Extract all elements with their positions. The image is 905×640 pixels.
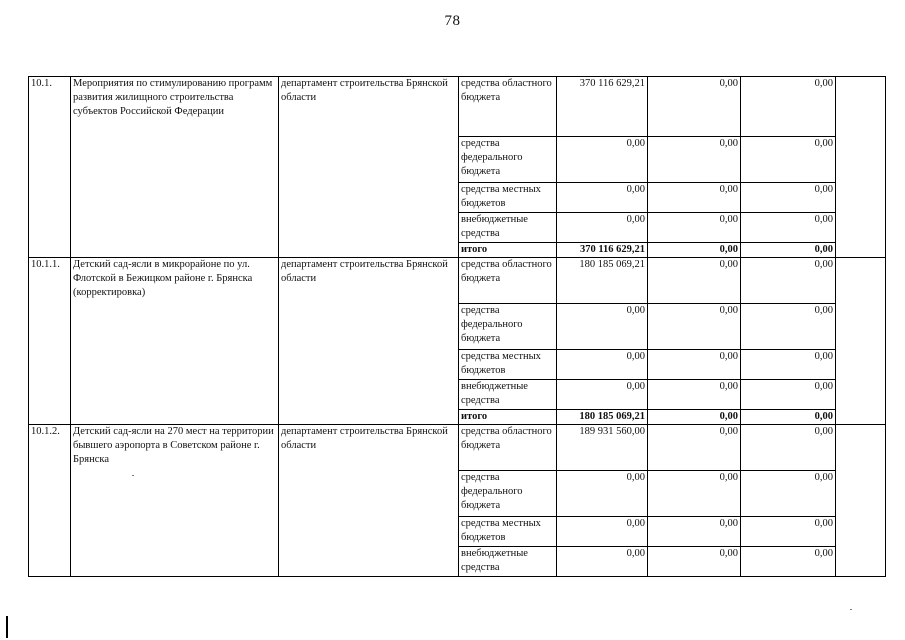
amount-col-2: 0,00 bbox=[648, 380, 741, 410]
table-row bbox=[29, 77, 886, 137]
amount-col-2: 0,00 bbox=[648, 258, 741, 304]
funding-source-total: итого bbox=[459, 243, 557, 258]
amount-col-3: 0,00 bbox=[741, 471, 836, 517]
funding-source: средства федерального бюджета bbox=[459, 304, 557, 350]
amount-col-3: 0,00 bbox=[741, 410, 836, 425]
activity-name: Детский сад-ясли в микрорайоне по ул. Флотской в Бежицком районе г. Брянска (корректировка) bbox=[71, 258, 279, 425]
amount-col-2: 0,00 bbox=[648, 243, 741, 258]
activity-name: Мероприятия по стимулированию программ развития жилищного строительства субъектов Российской Федерации bbox=[71, 77, 279, 258]
amount-col-2: 0,00 bbox=[648, 547, 741, 577]
scan-speck bbox=[850, 609, 852, 610]
amount-col-1: 0,00 bbox=[557, 471, 648, 517]
row-code: 10.1.2. bbox=[29, 425, 71, 577]
budget-table bbox=[28, 76, 886, 577]
funding-source: средства областного бюджета bbox=[459, 77, 557, 137]
amount-col-3: 0,00 bbox=[741, 517, 836, 547]
funding-source: средства местных бюджетов bbox=[459, 183, 557, 213]
amount-col-3: 0,00 bbox=[741, 137, 836, 183]
amount-col-1: 0,00 bbox=[557, 304, 648, 350]
funding-source: средства местных бюджетов bbox=[459, 517, 557, 547]
amount-col-1: 189 931 560,00 bbox=[557, 425, 648, 471]
amount-col-2: 0,00 bbox=[648, 137, 741, 183]
amount-col-3: 0,00 bbox=[741, 243, 836, 258]
amount-col-3: 0,00 bbox=[741, 547, 836, 577]
funding-source: внебюджетные средства bbox=[459, 380, 557, 410]
amount-col-1: 370 116 629,21 bbox=[557, 243, 648, 258]
amount-col-3: 0,00 bbox=[741, 304, 836, 350]
table-row bbox=[29, 425, 886, 471]
amount-col-3: 0,00 bbox=[741, 77, 836, 137]
amount-col-2: 0,00 bbox=[648, 410, 741, 425]
table-row bbox=[29, 258, 886, 304]
amount-col-1: 0,00 bbox=[557, 137, 648, 183]
amount-col-2: 0,00 bbox=[648, 183, 741, 213]
amount-col-3: 0,00 bbox=[741, 183, 836, 213]
amount-col-3: 0,00 bbox=[741, 213, 836, 243]
amount-col-1: 370 116 629,21 bbox=[557, 77, 648, 137]
funding-source: средства областного бюджета bbox=[459, 425, 557, 471]
amount-col-1: 180 185 069,21 bbox=[557, 410, 648, 425]
executor: департамент строительства Брянской области bbox=[279, 77, 459, 258]
row-code: 10.1.1. bbox=[29, 258, 71, 425]
executor: департамент строительства Брянской области bbox=[279, 258, 459, 425]
amount-col-1: 0,00 bbox=[557, 380, 648, 410]
amount-col-2: 0,00 bbox=[648, 213, 741, 243]
amount-col-3: 0,00 bbox=[741, 425, 836, 471]
executor: департамент строительства Брянской области bbox=[279, 425, 459, 577]
amount-col-1: 0,00 bbox=[557, 183, 648, 213]
page-number: 78 bbox=[444, 13, 461, 29]
empty-column bbox=[836, 258, 886, 425]
row-code: 10.1. bbox=[29, 77, 71, 258]
amount-col-1: 0,00 bbox=[557, 213, 648, 243]
amount-col-2: 0,00 bbox=[648, 425, 741, 471]
scan-edge-mark bbox=[6, 616, 8, 638]
scan-speck bbox=[132, 475, 134, 476]
funding-source: средства федерального бюджета bbox=[459, 471, 557, 517]
amount-col-2: 0,00 bbox=[648, 350, 741, 380]
funding-source: средства областного бюджета bbox=[459, 258, 557, 304]
funding-source: внебюджетные средства bbox=[459, 213, 557, 243]
amount-col-3: 0,00 bbox=[741, 350, 836, 380]
amount-col-2: 0,00 bbox=[648, 77, 741, 137]
amount-col-1: 0,00 bbox=[557, 350, 648, 380]
empty-column bbox=[836, 425, 886, 577]
funding-source: средства федерального бюджета bbox=[459, 137, 557, 183]
empty-column bbox=[836, 77, 886, 258]
funding-source: средства местных бюджетов bbox=[459, 350, 557, 380]
amount-col-2: 0,00 bbox=[648, 304, 741, 350]
amount-col-1: 180 185 069,21 bbox=[557, 258, 648, 304]
amount-col-2: 0,00 bbox=[648, 517, 741, 547]
amount-col-1: 0,00 bbox=[557, 547, 648, 577]
activity-name: Детский сад-ясли на 270 мест на территории бывшего аэропорта в Советском районе г. Брянска bbox=[71, 425, 279, 577]
amount-col-3: 0,00 bbox=[741, 258, 836, 304]
amount-col-1: 0,00 bbox=[557, 517, 648, 547]
amount-col-2: 0,00 bbox=[648, 471, 741, 517]
funding-source: внебюджетные средства bbox=[459, 547, 557, 577]
amount-col-3: 0,00 bbox=[741, 380, 836, 410]
funding-source-total: итого bbox=[459, 410, 557, 425]
